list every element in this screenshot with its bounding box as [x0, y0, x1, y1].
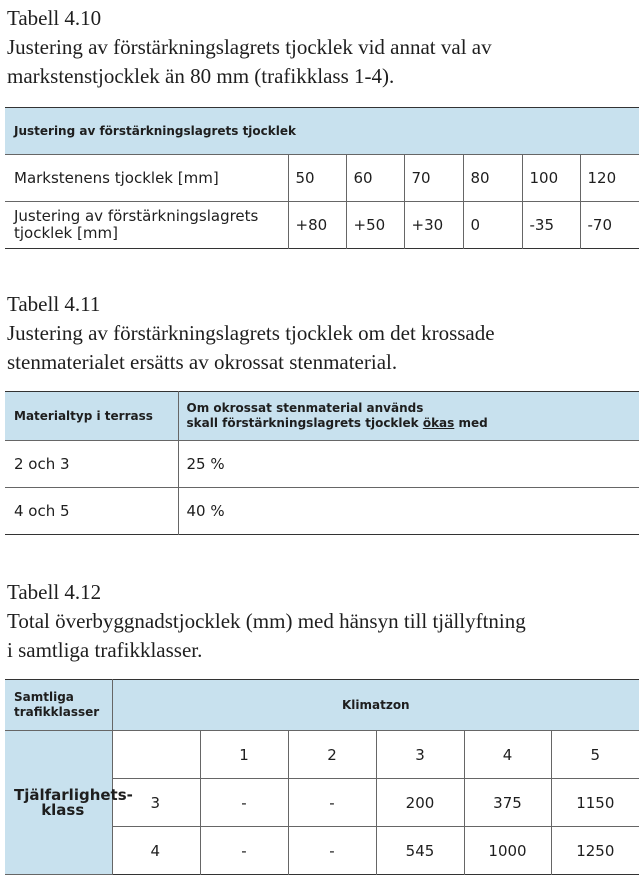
- class-number: 3: [112, 779, 200, 827]
- table-cell: +80: [288, 202, 346, 249]
- table-header-row: [5, 680, 639, 731]
- zone-number-row: [5, 731, 639, 779]
- table-4-10-heading: Tabell 4.10: [7, 6, 102, 30]
- column-header-line2-pre: skall förstärkningslagrets tjocklek: [186, 416, 423, 430]
- column-header-okning: [178, 392, 639, 441]
- column-header-underlined-word: ökas: [422, 416, 455, 430]
- corner-header-line2: trafikklasser: [14, 705, 100, 719]
- table-row: [5, 155, 639, 202]
- table-4-12-caption-line1: Total överbyggnadstjocklek (mm) med hänsyn till tjällyftning: [7, 609, 526, 633]
- table-row: [5, 488, 639, 535]
- table-4-12-caption-line2: i samtliga trafikklasser.: [7, 638, 203, 662]
- table-cell: 1000: [464, 827, 551, 875]
- table-4-11-heading: Tabell 4.11: [7, 292, 101, 316]
- table-4-10-caption: [7, 4, 492, 91]
- zone-number: 3: [376, 731, 464, 779]
- column-header-line1: Om okrossat stenmaterial används: [186, 401, 424, 415]
- table-4-11-caption: [7, 290, 495, 377]
- table-4-10-caption-line1: Justering av förstärkningslagrets tjocklek vid annat val av: [7, 35, 492, 59]
- side-header-line1: Tjälfarlighets-: [14, 785, 133, 804]
- side-header-line2: klass: [41, 800, 85, 819]
- table-cell: 1150: [551, 779, 639, 827]
- table-cell: 50: [288, 155, 346, 202]
- class-number: 4: [150, 841, 161, 860]
- table-header-row: [5, 108, 639, 155]
- table-4-12-heading: Tabell 4.12: [7, 580, 102, 604]
- column-header-line2: [187, 416, 640, 431]
- table-cell-material: 4 och 5: [14, 502, 70, 520]
- table-row: [5, 441, 639, 488]
- table-cell: 200: [376, 779, 464, 827]
- table-row: [5, 202, 639, 249]
- row-label-markstenens-tjocklek: Markstenens tjocklek [mm]: [5, 155, 288, 202]
- table-header-title: Justering av förstärkningslagrets tjocklek: [5, 108, 639, 155]
- table-4-10-caption-line2: markstenstjocklek än 80 mm (trafikklass 1-4).: [7, 64, 395, 88]
- table-4-11-caption-line1: Justering av förstärkningslagrets tjocklek om det krossade: [7, 321, 495, 345]
- row-label-justering: [5, 202, 288, 249]
- column-header-materialtyp: Materialtyp i terrass: [5, 392, 178, 441]
- table-cell: 120: [580, 155, 639, 202]
- zone-number: 1: [200, 731, 288, 779]
- table-cell: +50: [346, 202, 404, 249]
- table-4-12-caption: [7, 578, 526, 665]
- table-cell-value: 25 %: [178, 441, 639, 488]
- table-cell: -: [200, 779, 288, 827]
- table-cell: 545: [376, 827, 464, 875]
- klimatzon-header: Klimatzon: [112, 680, 639, 731]
- table-4-11: [5, 391, 639, 535]
- table-header-row: [5, 392, 639, 441]
- zone-number: 5: [551, 731, 639, 779]
- table-cell: 1250: [551, 827, 639, 875]
- table-cell: +30: [404, 202, 463, 249]
- table-cell: -70: [580, 202, 639, 249]
- zone-number: 2: [288, 731, 376, 779]
- side-header-tjalfarlighetsklass: [5, 731, 133, 875]
- table-cell: 375: [464, 779, 551, 827]
- table-cell-material: 2 och 3: [5, 441, 178, 488]
- row-label-line2: tjocklek [mm]: [14, 224, 118, 242]
- table-4-11-caption-line2: stenmaterialet ersätts av okrossat stenmaterial.: [7, 350, 398, 374]
- table-cell: -: [288, 779, 376, 827]
- zone-number: 4: [464, 731, 551, 779]
- corner-header: [5, 680, 112, 731]
- table-cell: -: [288, 827, 376, 875]
- empty-cell: [112, 731, 200, 779]
- table-cell: 80: [463, 155, 522, 202]
- table-cell: -35: [522, 202, 580, 249]
- table-cell: -: [200, 827, 288, 875]
- table-4-12: [5, 679, 639, 875]
- column-header-line2-post: med: [454, 416, 488, 430]
- corner-header-line1: Samtliga: [14, 690, 74, 704]
- table-cell: 60: [346, 155, 404, 202]
- table-cell: 0: [463, 202, 522, 249]
- table-cell: 70: [404, 155, 463, 202]
- table-4-10: [5, 107, 639, 249]
- table-cell: 100: [522, 155, 580, 202]
- table-cell-value: 40 %: [178, 488, 639, 535]
- row-label-line1: Justering av förstärkningslagrets: [14, 207, 259, 225]
